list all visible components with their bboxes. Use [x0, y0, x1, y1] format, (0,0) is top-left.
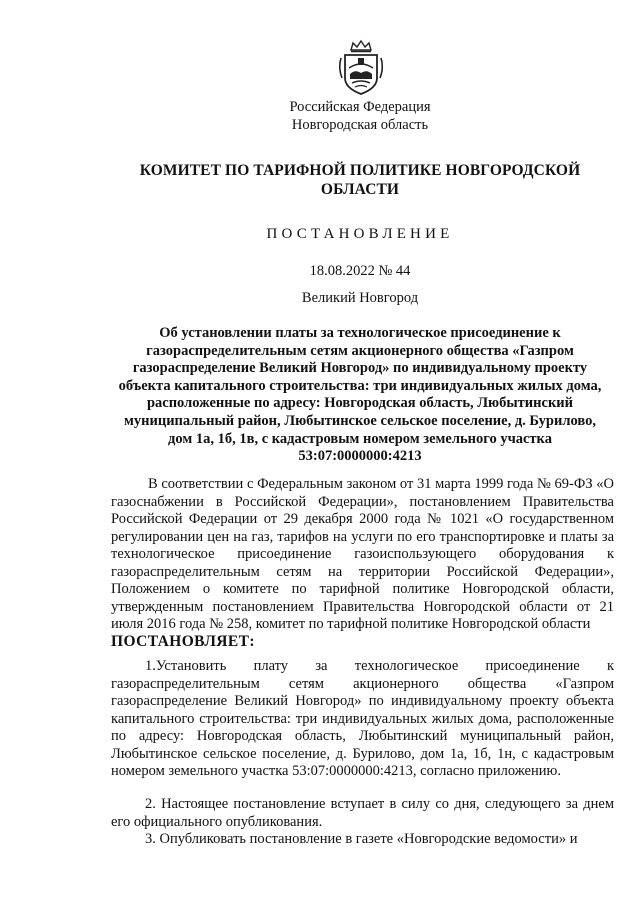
city-name: Великий Новгород	[301, 290, 419, 306]
subject-line: объекта капитального строительства: три индивидуальных жилых дома,	[118, 377, 602, 394]
subject-line: Об установлении платы за технологическое присоединение к	[159, 325, 561, 341]
country-name: Российская Федерация	[289, 99, 431, 115]
region-name: Новгородская область	[291, 117, 429, 133]
subject-line: газораспределение Великий Новгород» по индивидуальному проекту	[132, 360, 588, 377]
subject-line: 53:07:0000000:4213	[298, 448, 422, 465]
item-2-text: 2. Настоящее постановление вступает в силу со дня, следующего за днем его официального опубликования.	[111, 796, 614, 830]
document-type: ПОСТАНОВЛЕНИЕ	[266, 226, 454, 242]
subject-line: расположенные по адресу: Новгородская область, Любытинский	[146, 395, 574, 412]
item-1-text: 1.Установить плату за технологическое присоединение к газораспределительным сетям акционерного общества «Газпром газораспределение Великий Новгород» по индивидуальному проекту объекта капитального строительства: три индивидуальных жилых дома, расположенные по адресу: Новгородская область, Любытинский муниципальный район, Любытинское сельское поселение, д. Бурилово, дом 1а, 1б, 1н, с кадастровым номером земельного участка 53:07:0000000:4213, согласно приложению.	[111, 658, 614, 779]
committee-title	[108, 161, 612, 199]
resolves-heading: ПОСТАНОВЛЯЕТ:	[111, 633, 255, 650]
resolution-item-3	[111, 831, 614, 849]
resolution-item-2	[111, 796, 614, 831]
resolution-item-1	[111, 658, 614, 781]
document-subject	[112, 325, 608, 466]
preamble-text: В соответствии с Федеральным законом от 31 марта 1999 года № 69-ФЗ «О газоснабжении в Российской Федерации», постановлением Правительства Российской Федерации от 29 декабря 2000 года № 1021 «О государственном регулировании цен на газ, тарифов на услуги по его транспортировке и платы за технологическое присоединение газоиспользующего оборудования к газораспределительным сетям на территории Российской Федерации», Положением о комитете по тарифной политике Новгородской области, утвержденным постановлением Правительства Новгородской области от 21 июля 2016 года № 258, комитет по тарифной политике Новгородской области	[111, 476, 614, 632]
novgorod-coat-of-arms-icon	[336, 38, 386, 96]
subject-line: муниципальный район, Любытинское сельское поселение, д. Бурилово,	[124, 412, 596, 429]
committee-title-line: ОБЛАСТИ	[320, 181, 400, 198]
date-and-number: 18.08.2022 № 44	[309, 263, 411, 279]
subject-line: газораспределительным сетям акционерного общества «Газпром	[146, 342, 574, 359]
committee-title-line: КОМИТЕТ ПО ТАРИФНОЙ ПОЛИТИКЕ НОВГОРОДСКОЙ	[139, 162, 581, 179]
subject-line: дом 1а, 1б, 1в, с кадастровым номером земельного участка	[168, 430, 552, 447]
preamble-paragraph	[111, 476, 614, 634]
item-3-text: 3. Опубликовать постановление в газете «Новгородские ведомости» и	[145, 831, 578, 847]
